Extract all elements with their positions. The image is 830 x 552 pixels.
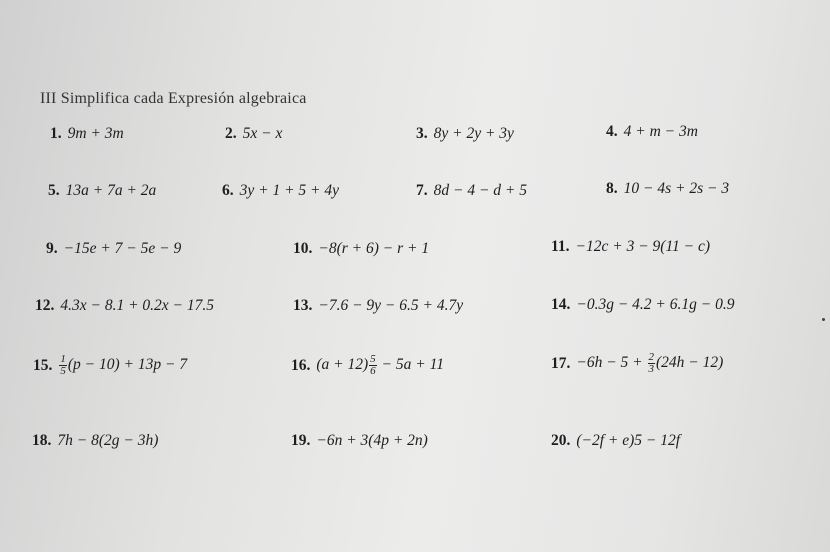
exercise-number: 19. (291, 432, 311, 449)
exercise-9 (46, 240, 181, 258)
exercise-number: 12. (35, 297, 55, 314)
exercise-expression: 3y + 1 + 5 + 4y (239, 182, 340, 199)
fraction: $\frac{5}{6}$ (370, 353, 376, 377)
exercise-number: 16. (291, 356, 311, 374)
exercise-17 (551, 352, 723, 375)
exercise-3 (416, 125, 514, 143)
exercise-number: 8. (606, 180, 618, 197)
exercise-11 (551, 238, 710, 256)
stray-mark (822, 318, 825, 321)
exercise-7 (416, 182, 527, 200)
exercise-number: 10. (293, 240, 313, 257)
exercise-expression: 4 + m − 3m (623, 123, 698, 140)
exercise-number: 9. (46, 240, 58, 257)
exercise-15 (33, 354, 187, 377)
exercise-number: 14. (551, 296, 571, 313)
exercise-expression: −12c + 3 − 9(11 − c) (575, 238, 711, 255)
exercise-number: 5. (48, 182, 60, 199)
exercise-5 (48, 182, 156, 200)
exercise-18 (32, 432, 158, 450)
exercise-number: 15. (33, 356, 53, 374)
exercise-10 (293, 240, 429, 258)
exercise-16 (291, 354, 444, 377)
exercise-13 (293, 297, 463, 315)
exercise-14 (551, 296, 734, 314)
exercise-expression: $\frac{1}{5}$ (p − 10) + 13p − 7 (60, 353, 188, 377)
exercise-expression: 8y + 2y + 3y (433, 125, 514, 142)
exercise-expression: 4.3x − 8.1 + 0.2x − 17.5 (60, 297, 215, 314)
exercise-number: 18. (32, 432, 52, 449)
section-title: III Simplifica cada Expresión algebraica (40, 90, 307, 107)
exercise-expression: −6h − 5 + $\frac{2}{3}$ (24h − 12) (576, 351, 724, 375)
exercise-number: 2. (225, 125, 237, 142)
exercise-number: 6. (222, 182, 234, 199)
exercise-expression: 13a + 7a + 2a (65, 182, 157, 199)
exercise-19 (291, 432, 428, 450)
fraction: $\frac{1}{5}$ (60, 353, 66, 377)
exercise-expression: 5x − x (242, 125, 283, 142)
exercise-number: 17. (551, 354, 571, 372)
exercise-number: 1. (50, 125, 62, 142)
exercise-6 (222, 182, 339, 200)
exercise-number: 3. (416, 125, 428, 142)
exercise-8 (606, 180, 729, 198)
exercise-12 (35, 297, 214, 315)
exercise-expression: (−2f + e)5 − 12f (576, 432, 681, 449)
fraction: $\frac{2}{3}$ (648, 351, 655, 375)
exercise-number: 20. (551, 432, 571, 449)
exercise-1 (50, 125, 124, 143)
exercise-20 (551, 432, 680, 450)
exercise-expression: 9m + 3m (67, 125, 124, 142)
exercise-number: 13. (293, 297, 313, 314)
exercise-expression: −8(r + 6) − r + 1 (318, 240, 430, 257)
exercise-number: 7. (416, 182, 428, 199)
exercise-expression: 10 − 4s + 2s − 3 (623, 180, 730, 197)
exercise-expression: 7h − 8(2g − 3h) (57, 432, 159, 449)
exercise-number: 4. (606, 123, 618, 140)
exercise-expression: −15e + 7 − 5e − 9 (63, 240, 182, 257)
exercise-number: 11. (551, 238, 570, 255)
exercise-expression: −7.6 − 9y − 6.5 + 4.7y (318, 297, 464, 314)
exercise-2 (225, 125, 282, 143)
exercise-4 (606, 123, 698, 141)
exercise-expression: −0.3g − 4.2 + 6.1g − 0.9 (576, 296, 735, 313)
exercise-expression: (a + 12) $\frac{5}{6}$ − 5a + 11 (316, 353, 444, 377)
exercise-expression: 8d − 4 − d + 5 (433, 182, 528, 199)
exercise-expression: −6n + 3(4p + 2n) (316, 432, 428, 449)
